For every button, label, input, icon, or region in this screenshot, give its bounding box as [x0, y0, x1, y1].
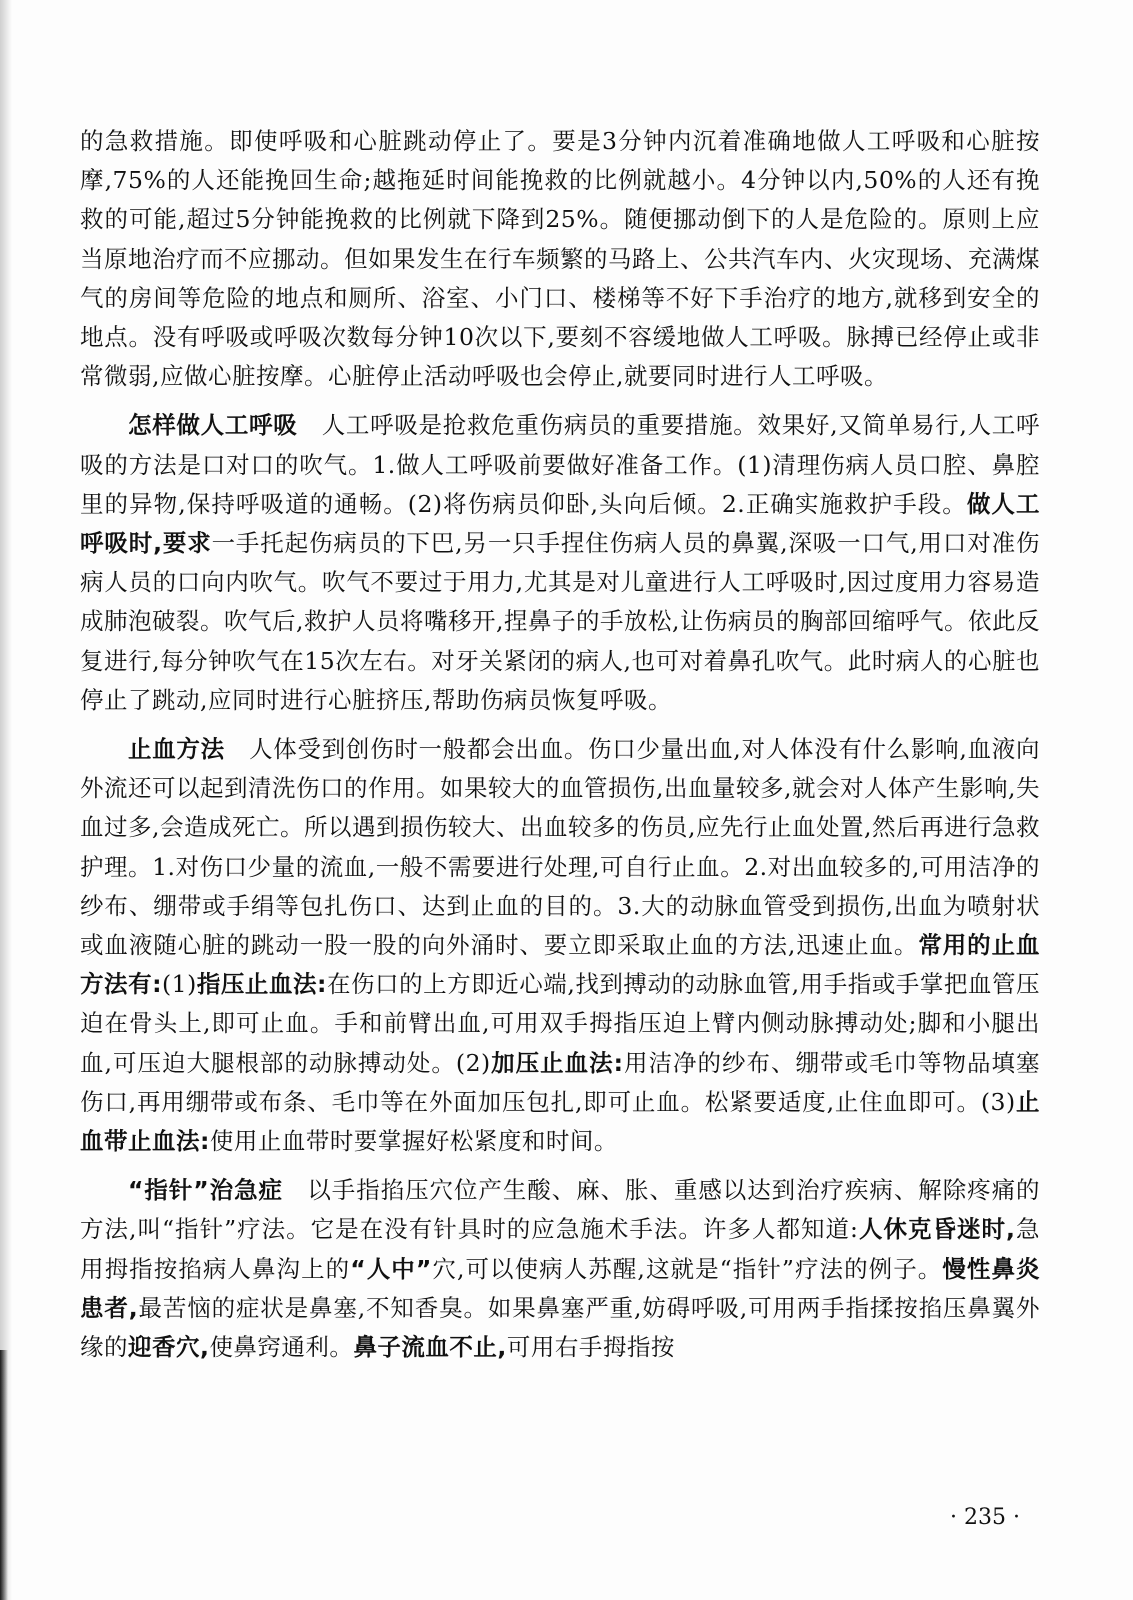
scan-edge-dark — [0, 1350, 8, 1600]
paragraph-acupressure — [80, 1171, 1040, 1367]
bold-term: 指压止血法: — [196, 970, 327, 999]
body-text — [80, 122, 1040, 1377]
paragraph-artificial-respiration — [80, 406, 1040, 720]
bold-term: 常用的止血方法有: — [80, 931, 1040, 999]
text-segment: 急用拇指按掐病人鼻沟上的 — [80, 1215, 1040, 1283]
bold-term: “指针”治急症 — [128, 1176, 283, 1205]
text-segment: 使鼻窍通利。 — [209, 1333, 354, 1362]
text-segment: 一手托起伤病员的下巴,另一只手捏住伤病人员的鼻翼,深吸一口气,用口对准伤病人员的口向内吹气。吹气不要过于用力,尤其是对儿童进行人工呼吸时,因过度用力容易造成肺泡破裂。吹气后,救护人员将嘴移开,捏鼻子的手放松,让伤病员的胸部回缩呼气。依此反复进行,每分钟吹气在15次左右。对牙关紧闭的病人,也可对着鼻孔吹气。此时病人的心脏也停止了跳动,应同时进行心脏挤压,帮助伤病员恢复呼吸。 — [80, 529, 1040, 714]
bold-term: 迎香穴, — [128, 1333, 210, 1362]
text-segment: 用洁净的纱布、绷带或毛巾等物品填塞伤口,再用绷带或布条、毛巾等在外面加压包扎,即可止血。松紧要适度,止住血即可。(3) — [80, 1048, 1040, 1116]
bold-term: 鼻子流血不止, — [353, 1333, 507, 1362]
bold-term: 加压止血法: — [490, 1048, 624, 1077]
paragraph-cardiac-rescue — [80, 122, 1040, 396]
text-segment: 最苦恼的症状是鼻塞,不知香臭。如果鼻塞严重,妨碍呼吸,可用两手指揉按掐压鼻翼外缘的 — [80, 1293, 1040, 1362]
text-segment: (1) — [162, 970, 197, 999]
text-segment: 的急救措施。即使呼吸和心脏跳动停止了。要是3分钟内沉着准确地做人工呼吸和心脏按摩,75%的人还能挽回生命;越拖延时间能挽救的比例就越小。4分钟以内,50%的人还有挽救的可能,超过5分钟能挽救的比例就下降到25%。随便挪动倒下的人是危险的。原则上应当原地治疗而不应挪动。但如果发生在行车频繁的马路上、公共汽车内、火灾现场、充满煤气的房间等危险的地点和厕所、浴室、小门口、楼梯等不好下手治疗的地方,就移到安全的地点。没有呼吸或呼吸次数每分钟10次以下,要刻不容缓地做人工呼吸。脉搏已经停止或非常微弱,应做心脏按摩。心脏停止活动呼吸也会停止,就要同时进行人工呼吸。 — [80, 127, 1040, 391]
text-segment: 人工呼吸是抢救危重伤病员的重要措施。效果好,又简单易行,人工呼吸的方法是口对口的吹气。1.做人工呼吸前要做好准备工作。(1)清理伤病人员口腔、鼻腔里的异物,保持呼吸道的通畅。(2)将伤病员仰卧,头向后倾。2.正确实施救护手段。 — [80, 411, 1040, 518]
bold-term: 慢性鼻炎患者, — [80, 1254, 1041, 1322]
paragraph-hemostasis — [80, 730, 1040, 1161]
bold-term: 做人工呼吸时,要求 — [80, 489, 1040, 558]
text-segment: 以手指掐压穴位产生酸、麻、胀、重感以达到治疗疾病、解除疼痛的方法,叫“指针”疗法。它是在没有针具时的应急施术手法。许多人都知道: — [80, 1176, 1040, 1244]
bold-term: 人休克昏迷时, — [858, 1215, 1016, 1244]
bold-term: 怎样做人工呼吸 — [128, 411, 298, 440]
bold-term: 止血方法 — [128, 735, 225, 764]
bold-term: 止血带止血法: — [80, 1087, 1041, 1156]
text-segment: 可用右手拇指按 — [506, 1333, 675, 1362]
text-segment: 使用止血带时要掌握好松紧度和时间。 — [209, 1127, 618, 1156]
bold-term: “人中” — [350, 1254, 432, 1283]
text-segment: 人体受到创伤时一般都会出血。伤口少量出血,对人体没有什么影响,血液向外流还可以起到清洗伤口的作用。如果较大的血管损伤,出血量较多,就会对人体产生影响,失血过多,会造成死亡。所以遇到损伤较大、出血较多的伤员,应先行止血处置,然后再进行急救护理。1.对伤口少量的流血,一般不需要进行处理,可自行止血。2.对出血较多的,可用洁净的纱布、绷带或手绢等包扎伤口、达到止血的目的。3.大的动脉血管受到损伤,出血为喷射状或血液随心脏的跳动一股一股的向外涌时、要立即采取止血的方法,迅速止血。 — [80, 735, 1040, 960]
text-segment: 在伤口的上方即近心端,找到搏动的动脉血管,用手指或手掌把血管压迫在骨头上,即可止血。手和前臂出血,可用双手拇指压迫上臂内侧动脉搏动处;脚和小腿出血,可压迫大腿根部的动脉搏动处。(2) — [80, 970, 1040, 1077]
text-segment: 穴,可以使病人苏醒,这就是“指针”疗法的例子。 — [431, 1254, 943, 1283]
page-number: · 235 · — [950, 1505, 1020, 1530]
